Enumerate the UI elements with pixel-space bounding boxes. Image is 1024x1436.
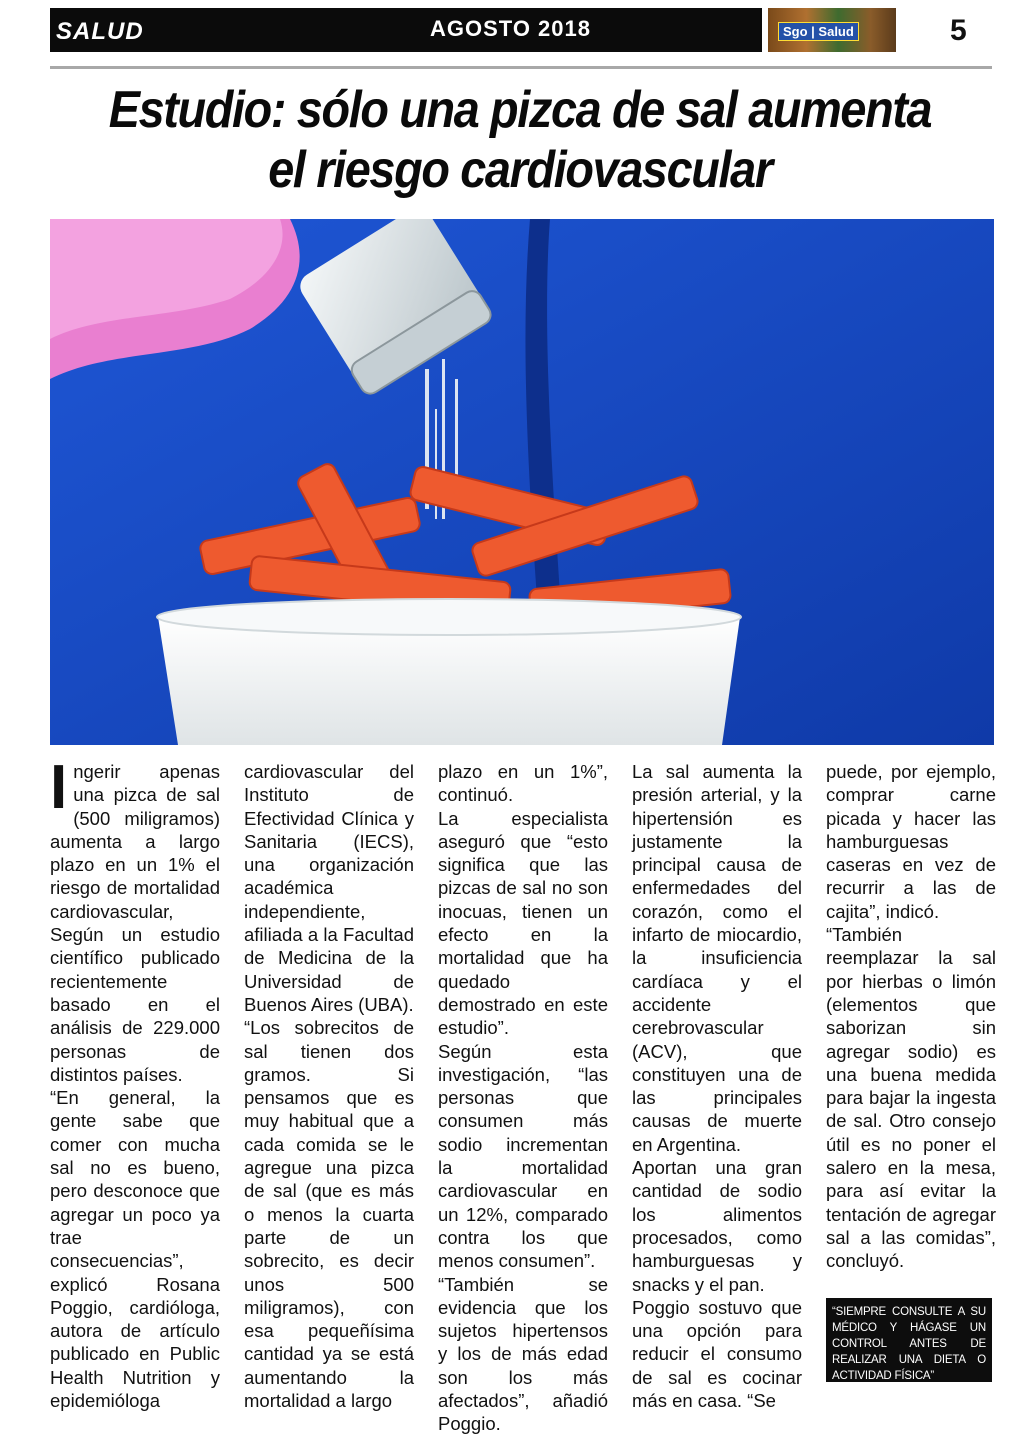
page-number: 5 bbox=[950, 14, 967, 47]
article-column-3 bbox=[438, 760, 608, 1436]
logo-text: Sgo | Salud bbox=[778, 22, 859, 41]
article-paragraph: La especialista aseguró que “esto significa que las pizcas de sal no son inocuas, tienen un efecto en la mortalidad que ha quedado demostrado en este estudio”. bbox=[438, 807, 608, 1039]
article-paragraph: puede, por ejemplo, comprar carne picada y hacer las hamburguesas caseras en vez de recurrir a las de cajita”, indicó. bbox=[826, 761, 996, 922]
article-paragraph: ngerir apenas una pizca de sal (500 miligramos) aumenta a largo plazo en un 1% el riesgo de mortalidad cardiovascular, Según un estudio científico publicado recientemente basado en el análisis de 229.000 personas de distintos países. bbox=[50, 761, 220, 1085]
article-column-4 bbox=[632, 760, 802, 1412]
health-advisory-note: “SIEMPRE CONSULTE A SU MÉDICO Y HÁGASE UN CONTROL ANTES DE REALIZAR UNA DIETA O ACTIVIDAD FÍSICA” bbox=[826, 1298, 992, 1382]
salt-on-fries-illustration bbox=[50, 219, 994, 745]
drop-cap: I bbox=[50, 753, 68, 822]
article-headline: Estudio: sólo una pizca de sal aumenta el riesgo cardiovascular bbox=[108, 81, 932, 199]
article-column-2 bbox=[244, 760, 414, 1412]
article-paragraph: Poggio sostuvo que una opción para reducir el consumo de sal es cocinar más en casa. “Se bbox=[632, 1296, 802, 1412]
article-paragraph: “En general, la gente sabe que comer con mucha sal no es bueno, pero desconoce que agregar un poco ya trae consecuencias”, explicó Rosana Poggio, cardióloga, autora de artículo publicado en Public Health Nutrition y epidemióloga bbox=[50, 1087, 220, 1412]
article-paragraph: “También reemplazar la sal por hierbas o limón (elementos que saborizan sin agregar sodio) es una buena medida para bajar la ingesta de sal. Otro consejo útil es no poner el salero en la mesa, para así evitar la tentación de agregar sal a las comidas”, concluyó. bbox=[826, 924, 996, 1272]
article-column-5 bbox=[826, 760, 996, 1273]
article-paragraph: “También se evidencia que los sujetos hipertensos y los de más edad son los más afectados”, añadió Poggio. bbox=[438, 1273, 608, 1435]
header-bar bbox=[50, 8, 762, 52]
article-paragraph: La sal aumenta la presión arterial, y la hipertensión es justamente la principal causa de enfermedades del corazón, como el infarto de miocardio, la insuficiencia cardíaca y el accidente cerebrovascular (ACV), que constituyen una de las principales causas de muerte en Argentina. bbox=[632, 761, 802, 1155]
article-paragraph: cardiovascular del Instituto de Efectividad Clínica y Sanitaria (IECS), una organización académica independiente, afiliada a la Facultad de Medicina de la Universidad de Buenos Aires (UBA). bbox=[244, 761, 414, 1015]
article-paragraph: plazo en un 1%”, continuó. bbox=[438, 761, 608, 806]
article-column-1 bbox=[50, 753, 220, 1412]
article-paragraph: Según esta investigación, “las personas que consumen más sodio incrementan la mortalidad cardiovascular en un 12%, comparado contra los que menos consumen”. bbox=[438, 1040, 608, 1272]
header-rule bbox=[50, 66, 992, 69]
article-paragraph: Aportan una gran cantidad de sodio los alimentos procesados, como hamburguesas y snacks y el pan. bbox=[632, 1157, 802, 1295]
article-paragraph: “Los sobrecitos de sal tienen dos gramos. Si pensamos que es muy habitual que a cada comida se le agregue una pizca de sal (que es más o menos la cuarta parte de un sobrecito, es decir unos 500 miligramos), con esa pequeñísima cantidad ya se está aumentando la mortalidad a largo bbox=[244, 1017, 414, 1412]
issue-date: AGOSTO 2018 bbox=[430, 16, 591, 41]
publication-logo bbox=[768, 8, 896, 52]
section-name: SALUD bbox=[56, 18, 144, 45]
article-photo bbox=[50, 219, 994, 745]
